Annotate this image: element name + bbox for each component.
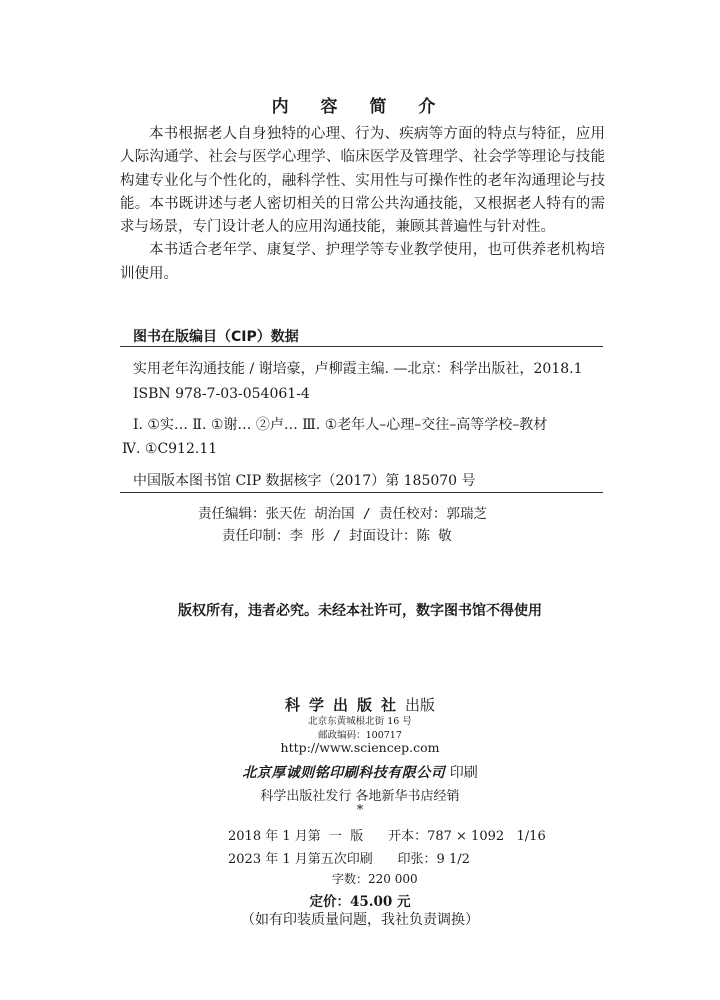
publisher-name: 科学出版社 — [284, 696, 405, 714]
quality-notice: （如有印装质量问题，我社负责调换） — [241, 912, 479, 928]
edition-line: 2018 年 1 月第 一 版 开本：787 × 1092 1/16 — [228, 829, 546, 844]
printer-name: 北京厚诚则铭印刷科技有限公司 — [242, 765, 446, 781]
intro-body — [120, 123, 605, 286]
copyright-notice: 版权所有，违者必究。未经本社许可，数字图书馆不得使用 — [178, 603, 542, 619]
publisher-line — [0, 694, 720, 715]
word-count: 字数：220 000 — [332, 872, 418, 886]
price-value: 45.00 元 — [350, 894, 411, 910]
cip-title-line: 实用老年沟通技能 / 谢培豪，卢柳霞主编. —北京：科学出版社，2018.1 — [133, 361, 583, 377]
cip-top-rule — [120, 346, 603, 347]
production-credits: 责任印制：李 彤 / 封面设计：陈 敬 — [222, 528, 452, 544]
publisher-address: 北京东黄城根北街 16 号 — [308, 716, 412, 727]
cip-heading: 图书在版编目（CIP）数据 — [133, 329, 299, 345]
separator-star: * — [356, 803, 364, 818]
cip-bottom-rule — [120, 492, 603, 493]
price-line — [0, 890, 720, 910]
page-title: 内 容 简 介 — [271, 97, 449, 117]
cip-isbn: ISBN 978-7-03-054061-4 — [133, 386, 310, 402]
cip-record-number: 中国版本图书馆 CIP 数据核字（2017）第 185070 号 — [133, 473, 476, 489]
printer-suffix: 印刷 — [449, 765, 478, 781]
printing-line: 2023 年 1 月第五次印刷 印张：9 1/2 — [228, 852, 470, 867]
cip-subject-line: Ⅰ. ①实… Ⅱ. ①谢… ②卢… Ⅲ. ①老年人–心理–交往–高等学校–教材 — [133, 417, 548, 433]
cip-classification: Ⅳ. ①C912.11 — [122, 441, 218, 457]
publisher-url: http://www.sciencep.com — [280, 740, 440, 755]
publisher-suffix: 出版 — [405, 696, 436, 714]
price-label: 定价： — [309, 894, 350, 910]
publisher-postcode: 邮政编码：100717 — [318, 730, 402, 741]
intro-paragraph: 本书适合老年学、康复学、护理学等专业教学使用，也可供养老机构培训使用。 — [120, 242, 605, 282]
printer-line — [0, 762, 720, 782]
distribution-line: 科学出版社发行 各地新华书店经销 — [260, 789, 460, 804]
editor-credits: 责任编辑：张天佐 胡治国 / 责任校对：郭瑞芝 — [198, 506, 488, 522]
intro-paragraph: 本书根据老人自身独特的心理、行为、疾病等方面的特点与特征，应用人际沟通学、社会与医学心理学、临床医学及管理学、社会学等理论与技能构建专业化与个性化的，融科学性、实用性与可操作性的老年沟通理论与技能。本书既讲述与老人密切相关的日常公共沟通技能，又根据老人特有的需求与场景，专门设计老人的应用沟通技能，兼顾其普遍性与针对性。 — [120, 126, 605, 236]
